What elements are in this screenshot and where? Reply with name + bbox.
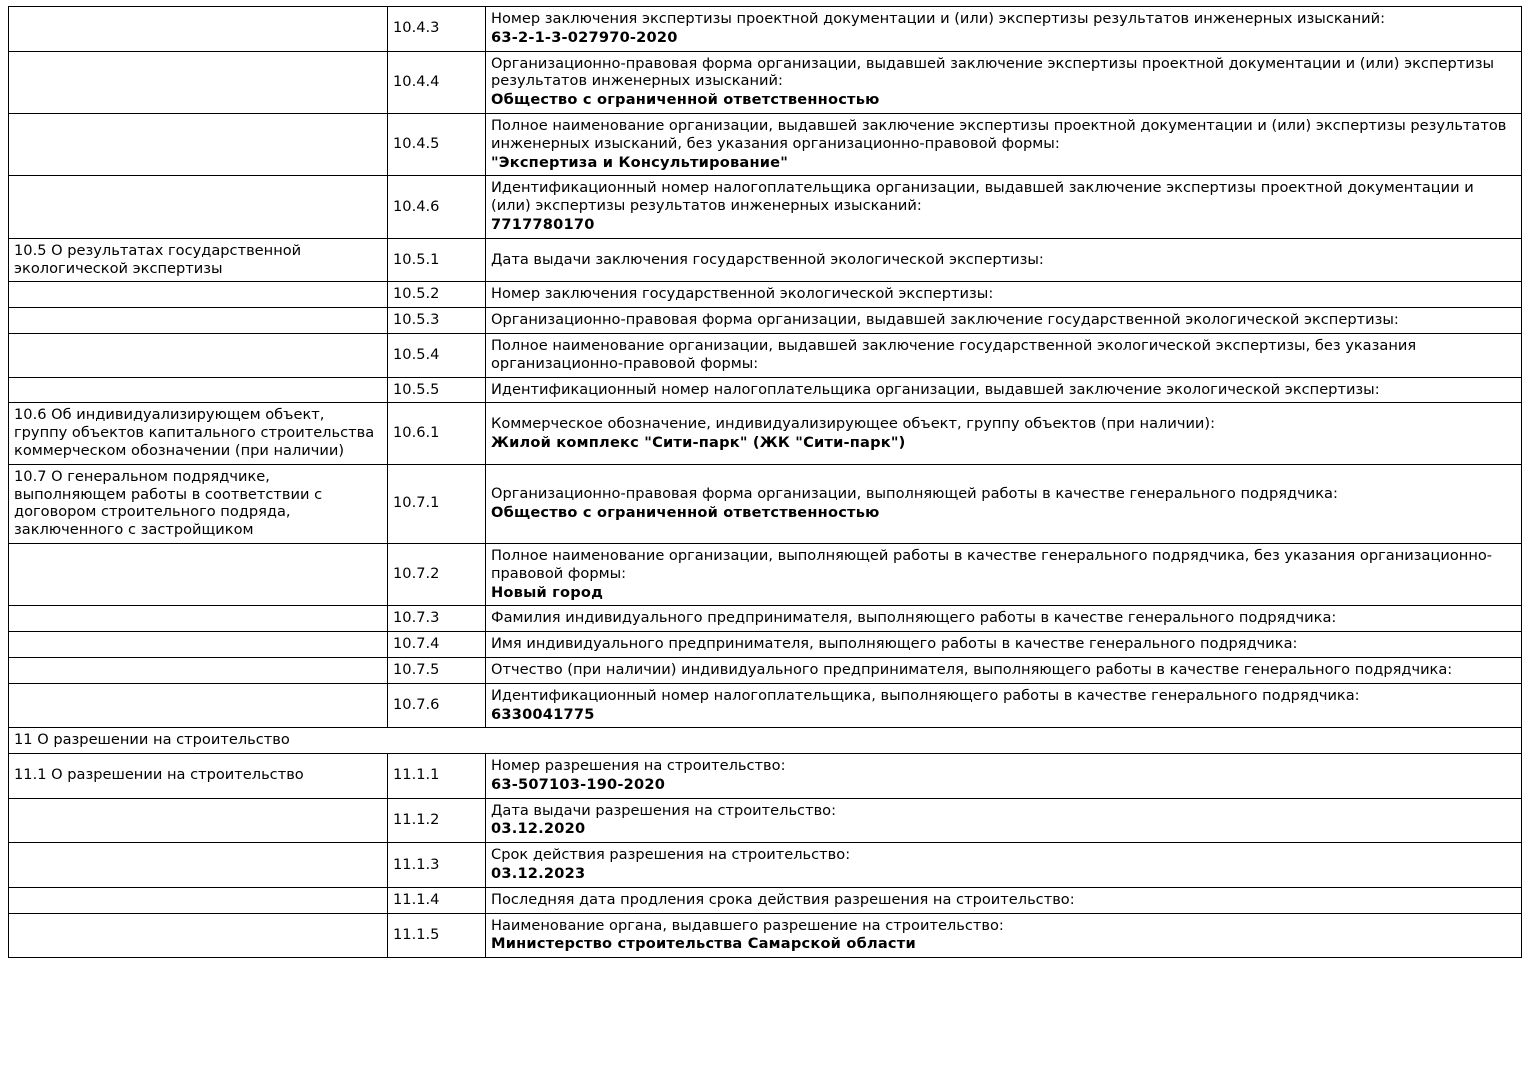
item-content-cell	[486, 308, 1522, 334]
item-content-cell	[486, 657, 1522, 683]
item-label-text: Идентификационный номер налогоплательщика организации, выдавшей заключение экологической экспертизы:	[491, 380, 1380, 398]
item-label-text: Последняя дата продления срока действия разрешения на строительство:	[491, 890, 1075, 908]
item-value-text: 6330041775	[491, 705, 595, 723]
item-content-cell	[486, 913, 1522, 958]
item-content-cell	[486, 176, 1522, 238]
section-label-cell	[9, 282, 388, 308]
item-code-cell	[388, 464, 486, 543]
section-heading-row	[9, 728, 1522, 754]
item-label-text: Организационно-правовая форма организации, выдавшей заключение государственной экологической экспертизы:	[491, 311, 1399, 329]
section-label-cell	[9, 51, 388, 113]
item-label-text: Номер разрешения на строительство:	[491, 757, 786, 775]
item-code-text: 11.1.3	[393, 855, 440, 873]
item-label-text: Коммерческое обозначение, индивидуализирующее объект, группу объектов (при наличии):	[491, 414, 1216, 432]
section-label-text: 10.6 Об индивидуализирующем объект, группу объектов капитального строительства коммерческом обозначении (при наличии)	[14, 406, 375, 459]
table-row	[9, 632, 1522, 658]
item-label-text: Фамилия индивидуального предпринимателя, выполняющего работы в качестве генерального подрядчика:	[491, 609, 1337, 627]
item-label-text: Идентификационный номер налогоплательщика, выполняющего работы в качестве генерального подрядчика:	[491, 686, 1360, 704]
item-code-text: 10.5.1	[393, 250, 440, 268]
declaration-table-body	[9, 7, 1522, 958]
item-code-cell	[388, 683, 486, 728]
item-value-text: 03.12.2020	[491, 820, 586, 838]
item-code-text: 11.1.2	[393, 811, 440, 829]
item-value-text: 7717780170	[491, 215, 595, 233]
item-code-text: 10.4.6	[393, 197, 440, 215]
item-code-text: 10.6.1	[393, 424, 440, 442]
item-label-text: Организационно-правовая форма организации, выполняющей работы в качестве генерального подрядчика:	[491, 485, 1338, 503]
item-code-text: 10.7.1	[393, 494, 440, 512]
item-code-cell	[388, 606, 486, 632]
section-label-cell	[9, 798, 388, 843]
section-label-cell	[9, 238, 388, 282]
item-content-cell	[486, 683, 1522, 728]
item-code-cell	[388, 543, 486, 605]
section-label-cell	[9, 683, 388, 728]
table-row	[9, 843, 1522, 888]
section-label-cell	[9, 333, 388, 377]
section-label-cell	[9, 754, 388, 799]
item-content-cell	[486, 754, 1522, 799]
table-row	[9, 683, 1522, 728]
item-code-text: 10.5.4	[393, 345, 440, 363]
item-code-cell	[388, 333, 486, 377]
item-code-text: 11.1.1	[393, 766, 440, 784]
declaration-table	[8, 6, 1522, 958]
item-code-cell	[388, 51, 486, 113]
item-content-cell	[486, 606, 1522, 632]
item-content-cell	[486, 7, 1522, 52]
item-code-text: 10.4.4	[393, 72, 440, 90]
item-label-text: Идентификационный номер налогоплательщика организации, выдавшей заключение экспертизы проектной документации и (или) экспертизы результатов инженерных изысканий:	[491, 179, 1474, 215]
section-label-cell	[9, 7, 388, 52]
item-content-cell	[486, 543, 1522, 605]
table-row	[9, 543, 1522, 605]
section-heading-text: 11 О разрешении на строительство	[14, 731, 290, 749]
item-content-cell	[486, 403, 1522, 464]
table-row	[9, 887, 1522, 913]
item-code-text: 10.4.3	[393, 19, 440, 37]
item-code-text: 10.7.5	[393, 660, 440, 678]
table-row	[9, 464, 1522, 543]
item-code-cell	[388, 7, 486, 52]
item-content-cell	[486, 377, 1522, 403]
item-value-text: 03.12.2023	[491, 865, 586, 883]
item-content-cell	[486, 238, 1522, 282]
table-row	[9, 7, 1522, 52]
item-code-text: 10.7.4	[393, 635, 440, 653]
item-code-cell	[388, 176, 486, 238]
item-label-text: Номер заключения экспертизы проектной документации и (или) экспертизы результатов инженерных изысканий:	[491, 10, 1386, 27]
item-value-text: Жилой комплекс "Сити-парк" (ЖК "Сити-парк")	[491, 433, 906, 451]
item-code-cell	[388, 308, 486, 334]
item-code-cell	[388, 403, 486, 464]
section-label-text: 10.7 О генеральном подрядчике, выполняющем работы в соответствии с договором строительного подряда, заключенного с застройщиком	[14, 467, 323, 539]
item-label-text: Имя индивидуального предпринимателя, выполняющего работы в качестве генерального подрядчика:	[491, 635, 1298, 653]
item-value-text: "Экспертиза и Консультирование"	[491, 153, 789, 171]
table-row	[9, 798, 1522, 843]
item-code-text: 10.4.5	[393, 135, 440, 153]
table-row	[9, 728, 1522, 754]
table-row	[9, 403, 1522, 464]
item-label-text: Срок действия разрешения на строительство:	[491, 846, 851, 864]
item-code-cell	[388, 113, 486, 175]
section-label-cell	[9, 606, 388, 632]
table-row	[9, 377, 1522, 403]
item-content-cell	[486, 464, 1522, 543]
table-row	[9, 176, 1522, 238]
item-code-text: 11.1.5	[393, 926, 440, 944]
section-label-cell	[9, 377, 388, 403]
item-content-cell	[486, 632, 1522, 658]
section-label-cell	[9, 176, 388, 238]
item-code-cell	[388, 238, 486, 282]
item-content-cell	[486, 51, 1522, 113]
item-content-cell	[486, 113, 1522, 175]
item-value-text: Министерство строительства Самарской области	[491, 935, 916, 953]
item-value-text: Общество с ограниченной ответственностью	[491, 91, 880, 109]
item-code-cell	[388, 843, 486, 888]
item-code-cell	[388, 798, 486, 843]
item-code-text: 11.1.4	[393, 890, 440, 908]
section-label-cell	[9, 543, 388, 605]
item-value-text: 63-507103-190-2020	[491, 775, 666, 793]
item-value-text: 63-2-1-3-027970-2020	[491, 28, 678, 46]
table-row	[9, 606, 1522, 632]
item-label-text: Полное наименование организации, выдавшей заключение экспертизы проектной документации и (или) экспертизы результатов инженерных изысканий, без указания организационно-правовой формы:	[491, 116, 1507, 152]
item-content-cell	[486, 798, 1522, 843]
item-value-text: Новый город	[491, 583, 604, 601]
table-row	[9, 282, 1522, 308]
item-code-cell	[388, 913, 486, 958]
item-content-cell	[486, 282, 1522, 308]
item-label-text: Полное наименование организации, выполняющей работы в качестве генерального подрядчика, без указания организационно-правовой формы:	[491, 546, 1493, 582]
table-row	[9, 913, 1522, 958]
section-label-cell	[9, 657, 388, 683]
item-content-cell	[486, 333, 1522, 377]
item-content-cell	[486, 843, 1522, 888]
item-code-cell	[388, 887, 486, 913]
section-label-cell	[9, 113, 388, 175]
item-code-cell	[388, 657, 486, 683]
item-content-cell	[486, 887, 1522, 913]
item-label-text: Полное наименование организации, выдавшей заключение государственной экологической экспертизы, без указания организационно-правовой формы:	[491, 336, 1417, 372]
section-label-text: 10.5 О результатах государственной экологической экспертизы	[14, 241, 302, 277]
section-label-text: 11.1 О разрешении на строительство	[14, 766, 304, 784]
item-code-text: 10.5.2	[393, 285, 440, 303]
item-label-text: Отчество (при наличии) индивидуального предпринимателя, выполняющего работы в качестве генерального подрядчика:	[491, 660, 1453, 678]
item-code-cell	[388, 632, 486, 658]
item-label-text: Дата выдачи заключения государственной экологической экспертизы:	[491, 250, 1044, 268]
table-row	[9, 333, 1522, 377]
section-label-cell	[9, 464, 388, 543]
item-value-text: Общество с ограниченной ответственностью	[491, 503, 880, 521]
table-row	[9, 113, 1522, 175]
table-row	[9, 754, 1522, 799]
item-code-cell	[388, 282, 486, 308]
table-row	[9, 308, 1522, 334]
table-row	[9, 238, 1522, 282]
item-code-text: 10.5.5	[393, 380, 440, 398]
section-label-cell	[9, 913, 388, 958]
item-code-text: 10.7.6	[393, 696, 440, 714]
item-label-text: Наименование органа, выдавшего разрешение на строительство:	[491, 916, 1004, 934]
item-code-text: 10.7.2	[393, 565, 440, 583]
section-label-cell	[9, 632, 388, 658]
section-label-cell	[9, 308, 388, 334]
table-row	[9, 51, 1522, 113]
item-code-cell	[388, 754, 486, 799]
section-label-cell	[9, 403, 388, 464]
section-label-cell	[9, 843, 388, 888]
table-row	[9, 657, 1522, 683]
item-label-text: Организационно-правовая форма организации, выдавшей заключение экспертизы проектной документации и (или) экспертизы результатов инженерных изысканий:	[491, 54, 1495, 90]
item-label-text: Номер заключения государственной экологической экспертизы:	[491, 285, 994, 303]
item-code-cell	[388, 377, 486, 403]
section-label-cell	[9, 887, 388, 913]
item-code-text: 10.5.3	[393, 311, 440, 329]
item-code-text: 10.7.3	[393, 609, 440, 627]
item-label-text: Дата выдачи разрешения на строительство:	[491, 801, 837, 819]
